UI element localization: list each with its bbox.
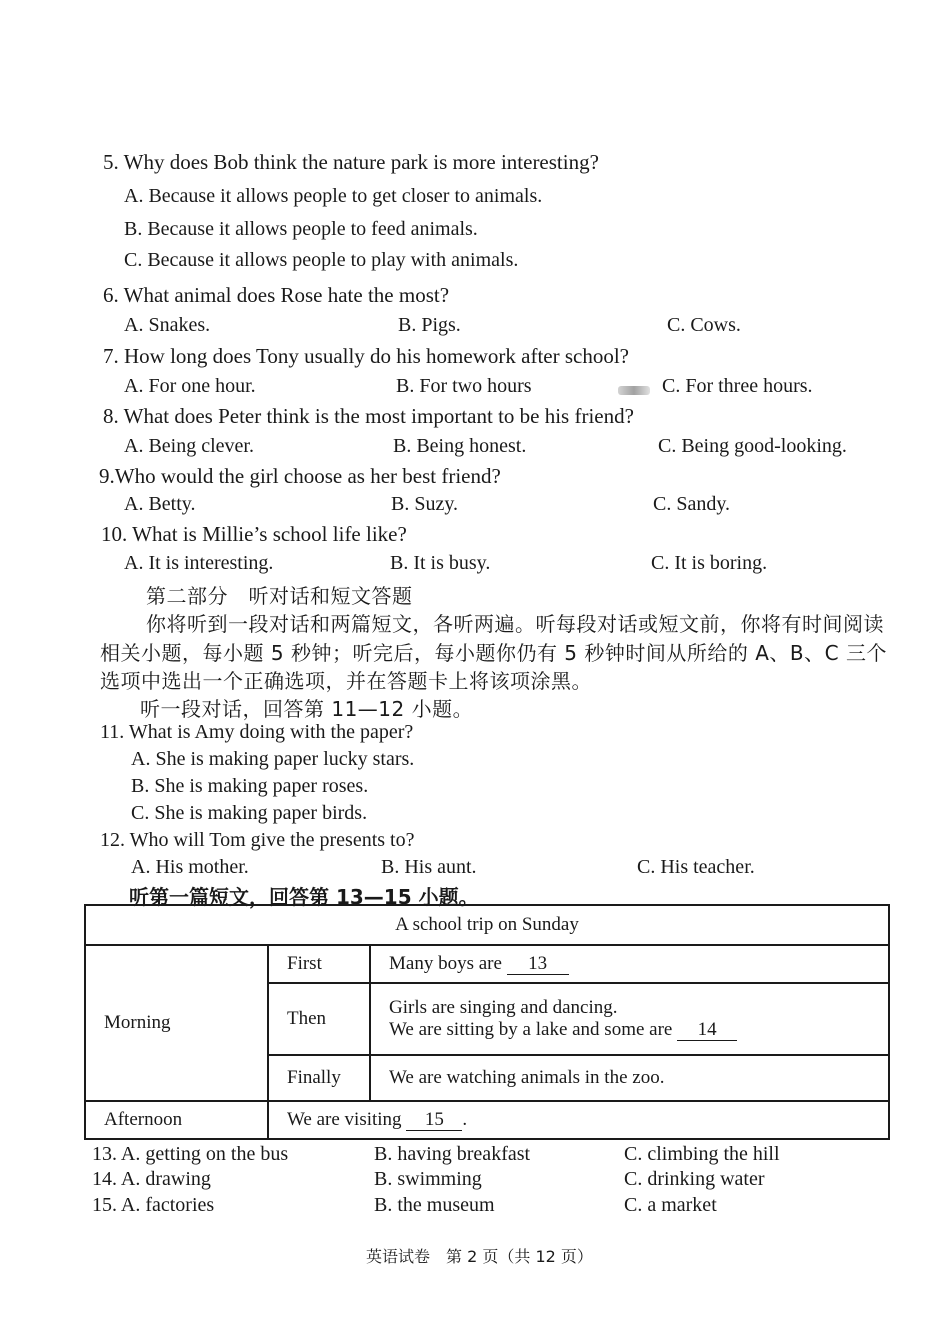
trip-notes-table <box>84 904 890 1140</box>
answer-13-c: C. climbing the hill <box>624 1143 780 1165</box>
question-5-option-a: A. Because it allows people to get closer to animals. <box>124 185 543 207</box>
question-11-option-a: A. She is making paper lucky stars. <box>131 748 415 770</box>
answer-13-a: 13. A. getting on the bus <box>92 1143 289 1165</box>
table-title: A school trip on Sunday <box>85 905 889 945</box>
question-12-stem: 12. Who will Tom give the presents to? <box>100 829 415 851</box>
question-7-option-a: A. For one hour. <box>124 375 256 397</box>
question-9-option-a: A. Betty. <box>124 493 196 515</box>
question-12-option-c: C. His teacher. <box>637 856 755 878</box>
finally-label: Finally <box>268 1055 370 1101</box>
answer-14-b: B. swimming <box>374 1168 482 1190</box>
question-12-option-a: A. His mother. <box>131 856 249 878</box>
blank-14[interactable]: 14 <box>677 1020 737 1042</box>
question-9-stem: 9.Who would the girl choose as her best friend? <box>99 464 501 488</box>
question-10-stem: 10. What is Millie’s school life like? <box>101 522 407 546</box>
question-7-stem: 7. How long does Tony usually do his homework after school? <box>103 344 629 368</box>
first-text: Many boys are <box>389 952 502 974</box>
answer-13-b: B. having breakfast <box>374 1143 531 1165</box>
then-text-line2 <box>389 1019 870 1042</box>
scan-smudge <box>618 386 650 395</box>
afternoon-end: . <box>462 1108 468 1130</box>
dialogue-heading: 听一段对话，回答第 11—12 小题。 <box>140 697 474 721</box>
passage-heading: 听第一篇短文，回答第 13—15 小题。 <box>129 885 479 909</box>
blank-13[interactable]: 13 <box>507 954 569 976</box>
answer-14-a: 14. A. drawing <box>92 1168 211 1190</box>
question-5-option-b: B. Because it allows people to feed animals. <box>124 218 478 240</box>
question-5-stem: 5. Why does Bob think the nature park is more interesting? <box>103 150 599 174</box>
question-6-stem: 6. What animal does Rose hate the most? <box>103 283 450 307</box>
question-8-option-b: B. Being honest. <box>393 435 527 457</box>
blank-15[interactable]: 15 <box>406 1110 462 1132</box>
question-11-stem: 11. What is Amy doing with the paper? <box>100 721 414 743</box>
question-5-option-c: C. Because it allows people to play with animals. <box>124 249 519 271</box>
question-9-option-c: C. Sandy. <box>653 493 731 515</box>
question-12-option-b: B. His aunt. <box>381 856 477 878</box>
first-cell <box>370 945 889 983</box>
part2-instruction-line2: 相关小题，每小题 5 秒钟；听完后，每小题你仍有 5 秒钟时间从所给的 A、B、C 三个 <box>100 641 887 665</box>
answer-14-c: C. drinking water <box>624 1168 765 1190</box>
question-11-option-b: B. She is making paper roses. <box>131 775 369 797</box>
question-6-option-c: C. Cows. <box>667 314 741 336</box>
question-10-option-c: C. It is boring. <box>651 552 768 574</box>
morning-label: Morning <box>85 945 268 1101</box>
question-8-option-c: C. Being good-looking. <box>658 435 847 457</box>
answer-15-c: C. a market <box>624 1194 717 1216</box>
then-text-line1: Girls are singing and dancing. <box>389 996 618 1018</box>
part2-title: 第二部分 听对话和短文答题 <box>146 584 413 608</box>
afternoon-label: Afternoon <box>85 1101 268 1139</box>
question-6-option-b: B. Pigs. <box>398 314 461 336</box>
question-10-option-a: A. It is interesting. <box>124 552 274 574</box>
afternoon-text: We are visiting <box>287 1108 402 1130</box>
then-label: Then <box>268 983 370 1055</box>
afternoon-cell <box>268 1101 889 1139</box>
question-8-option-a: A. Being clever. <box>124 435 254 457</box>
question-8-stem: 8. What does Peter think is the most important to be his friend? <box>103 404 634 428</box>
then-cell <box>370 983 889 1055</box>
first-label: First <box>268 945 370 983</box>
finally-text: We are watching animals in the zoo. <box>370 1055 889 1101</box>
answer-15-b: B. the museum <box>374 1194 495 1216</box>
page-footer: 英语试卷 第 2 页（共 12 页） <box>366 1247 593 1266</box>
question-11-option-c: C. She is making paper birds. <box>131 802 368 824</box>
question-10-option-b: B. It is busy. <box>390 552 491 574</box>
answer-15-a: 15. A. factories <box>92 1194 215 1216</box>
then-text: We are sitting by a lake and some are <box>389 1018 673 1040</box>
question-9-option-b: B. Suzy. <box>391 493 459 515</box>
question-7-option-c: C. For three hours. <box>662 375 813 397</box>
question-6-option-a: A. Snakes. <box>124 314 211 336</box>
question-7-option-b: B. For two hours <box>396 375 532 397</box>
part2-instruction-line3: 选项中选出一个正确选项，并在答题卡上将该项涂黑。 <box>100 669 592 693</box>
part2-instruction-line1: 你将听到一段对话和两篇短文，各听两遍。听每段对话或短文前，你将有时间阅读 <box>146 612 884 636</box>
